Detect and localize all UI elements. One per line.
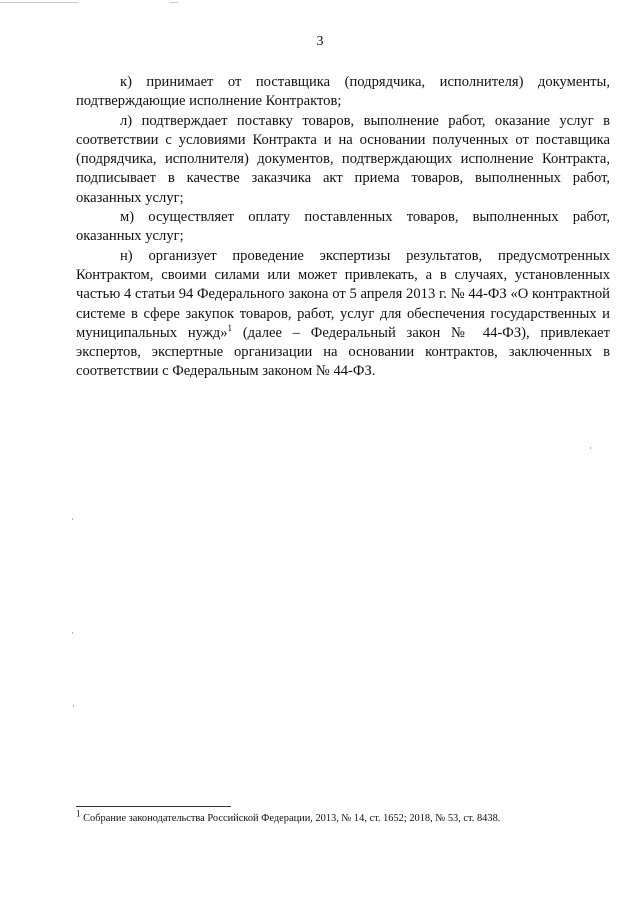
document-body bbox=[76, 73, 610, 382]
scan-speck bbox=[73, 705, 74, 707]
footnote-text: Собрание законодательства Российской Федерации, 2013, № 14, ст. 1652; 2018, № 53, ст. 8438. bbox=[80, 813, 501, 824]
paragraph-m: м) осуществляет оплату поставленных товаров, выполненных работ, оказанных услуг; bbox=[76, 209, 610, 245]
footnote-separator bbox=[76, 806, 231, 807]
footnote-mark: 1 bbox=[76, 808, 81, 819]
paragraph-n-text: н) организует проведение экспертизы результатов, предусмотренных Контрактом, своими силами или может привлекать, а в случаях, установленных частью 4 статьи 94 Федерального закона от 5 апреля 2013 г. № 44-ФЗ «О контрактной системе в сфере закупок товаров, работ, услуг для обеспечения государственных и муниципальных нужд» bbox=[76, 247, 610, 341]
scan-edge-line bbox=[0, 2, 78, 3]
paragraph-k: к) принимает от поставщика (подрядчика, исполнителя) документы, подтверждающие исполнение Контрактов; bbox=[76, 74, 610, 110]
footnote bbox=[76, 808, 616, 826]
page-number: 3 bbox=[316, 34, 324, 49]
paragraph-n-continuation: (далее – Федеральный закон № 44-ФЗ), привлекает экспертов, экспертные организации на основании контрактов, заключенных в соответствии с Федеральным законом № 44-ФЗ. bbox=[76, 324, 611, 380]
paragraph-l: л) подтверждает поставку товаров, выполнение работ, оказание услуг в соответствии с условиями Контракта и на основании полученных от поставщика (подрядчика, исполнителя) документов, подтверждающих исполнение Контракта, подписывает в качестве заказчика акт приема товаров, выполненных работ, оказанных услуг; bbox=[76, 112, 610, 206]
scan-edge-mark bbox=[170, 2, 178, 3]
scan-speck bbox=[72, 518, 73, 520]
paragraph-n bbox=[76, 247, 610, 382]
scan-speck bbox=[72, 632, 73, 634]
scan-speck bbox=[590, 447, 591, 449]
footnote-reference: 1 bbox=[227, 323, 233, 333]
